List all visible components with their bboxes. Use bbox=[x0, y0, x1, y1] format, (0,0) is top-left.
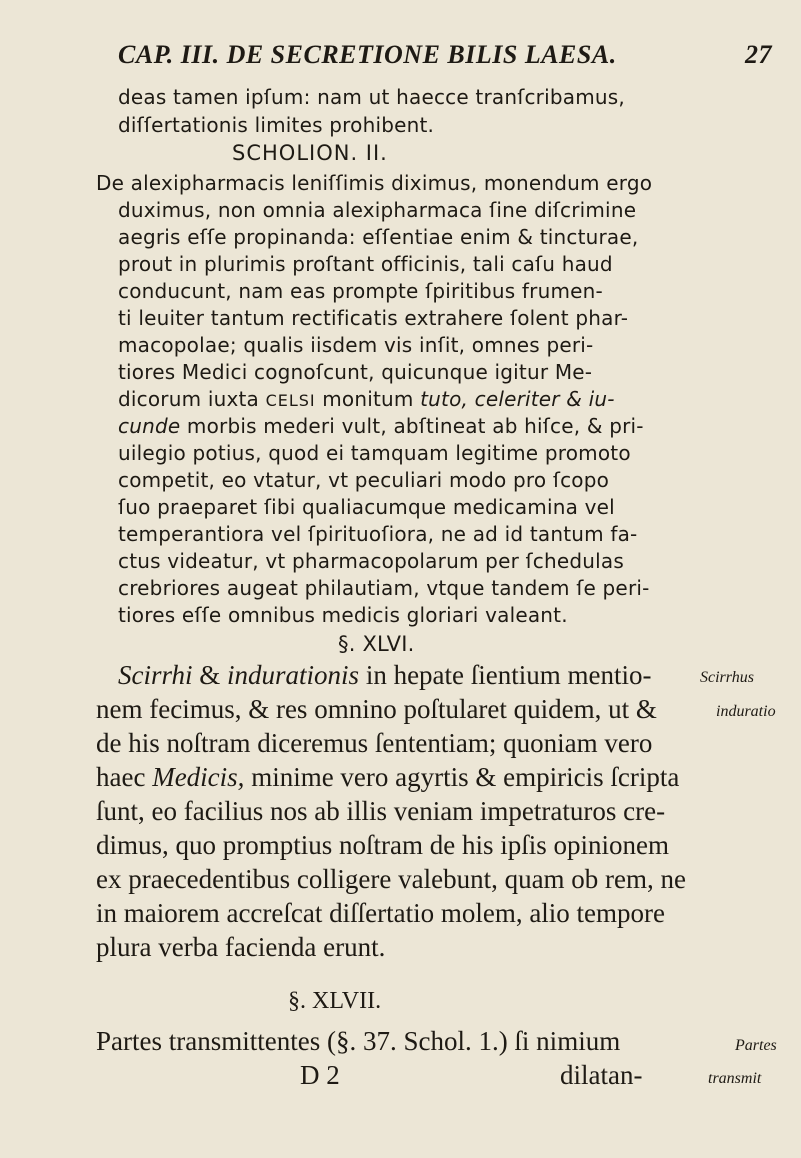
text-line-29: in maiorem accreſcat diſſertatio molem, alio tempore bbox=[96, 898, 666, 928]
scholion-heading: SCHOLION. II. bbox=[232, 141, 388, 165]
text-line-20: tiores eſſe omnibus medicis gloriari valeant. bbox=[118, 603, 568, 627]
text-dicorum-iuxta: dicorum iuxta bbox=[118, 387, 259, 411]
section-heading-xlvii: §. XLVII. bbox=[288, 988, 382, 1014]
text-line-2: diſſertationis limites prohibent. bbox=[118, 113, 435, 137]
page-number: 27 bbox=[745, 40, 772, 69]
text-line-24: de his noſtram diceremus ſententiam; quoniam vero bbox=[96, 728, 653, 758]
text-line-4: De alexipharmacis leniſſimis diximus, monendum ergo bbox=[96, 171, 653, 195]
text-line-14: uilegio potius, quod ei tamquam legitime promoto bbox=[118, 441, 631, 465]
margin-note-transmit: transmit bbox=[708, 1070, 762, 1087]
running-title: CAP. III. DE SECRETIONE BILIS LAESA. bbox=[118, 40, 617, 69]
text-line-1: deas tamen ipſum: nam ut haecce tranſcribamus, bbox=[118, 85, 625, 109]
text-line-6: aegris eſſe propinanda: eſſentiae enim & tincturae, bbox=[118, 225, 639, 249]
signature-mark: D 2 bbox=[300, 1060, 340, 1090]
margin-note-scirrhus: Scirrhus bbox=[700, 669, 754, 686]
catchword: dilatan- bbox=[560, 1060, 643, 1090]
text-line-23: nem fecimus, & res omnino poſtularet quidem, ut & bbox=[96, 694, 657, 724]
text-line-13 bbox=[118, 414, 644, 438]
text-medicis: Medicis, bbox=[152, 762, 245, 792]
margin-note-partes: Partes bbox=[735, 1037, 777, 1054]
text-tuto-celeriter: tuto, celeriter & iu- bbox=[420, 387, 615, 411]
margin-note-induratio: induratio bbox=[716, 703, 776, 720]
text-haec: haec bbox=[96, 762, 146, 792]
text-line-12 bbox=[118, 387, 615, 411]
text-line-33: Partes transmittentes (§. 37. Schol. 1.) ſi nimium bbox=[96, 1026, 621, 1056]
text-line-15: competit, eo vtatur, vt peculiari modo pro ſcopo bbox=[118, 468, 610, 492]
text-et: & bbox=[192, 660, 228, 690]
text-monitum: monitum bbox=[315, 387, 421, 411]
text-line-16: ſuo praeparet ſibi qualiacumque medicamina vel bbox=[118, 495, 615, 519]
text-line-11: tiores Medici cognoſcunt, quicunque igitur Me- bbox=[118, 360, 593, 384]
section-heading-xlvi: §. XLVI. bbox=[338, 632, 415, 656]
text-line-7: prout in plurimis proſtant officinis, tali caſu haud bbox=[118, 252, 613, 276]
text-indurationis: indurationis bbox=[227, 660, 360, 690]
text-line-9: ti leuiter tantum rectificatis extrahere ſolent phar- bbox=[118, 306, 629, 330]
text-line-10: macopolae; qualis iisdem vis inſit, omnes peri- bbox=[118, 333, 594, 357]
text-line-25 bbox=[96, 762, 679, 793]
text-line-8: conducunt, nam eas prompte ſpiritibus frumen- bbox=[118, 279, 603, 303]
text-celsi: CELSI bbox=[265, 391, 316, 410]
text-in-hepate: in hepate ſientium mentio- bbox=[365, 660, 652, 690]
text-line-30: plura verba facienda erunt. bbox=[96, 932, 386, 962]
text-line-28: ex praecedentibus colligere valebunt, quam ob rem, ne bbox=[96, 864, 687, 894]
text-scirrhi: Scirrhi bbox=[118, 660, 193, 690]
text-line-22 bbox=[118, 660, 652, 691]
text-line-5: duximus, non omnia alexipharmaca ſine diſcrimine bbox=[118, 198, 637, 222]
text-line-18: ctus videatur, vt pharmacopolarum per ſchedulas bbox=[118, 549, 624, 573]
text-morbis-mederi: morbis mederi vult, abſtineat ab hiſce, & pri- bbox=[186, 414, 644, 438]
text-minime-vero: minime vero agyrtis & empiricis ſcripta bbox=[251, 762, 680, 792]
text-line-17: temperantiora vel ſpirituoſiora, ne ad id tantum fa- bbox=[118, 522, 638, 546]
text-line-26: ſunt, eo facilius nos ab illis veniam impetraturos cre- bbox=[96, 796, 666, 826]
text-line-27: dimus, quo promptius noſtram de his ipſis opinionem bbox=[96, 830, 669, 860]
text-line-19: crebriores augeat philautiam, vtque tandem ſe peri- bbox=[118, 576, 650, 600]
text-cunde: cunde bbox=[118, 414, 181, 438]
